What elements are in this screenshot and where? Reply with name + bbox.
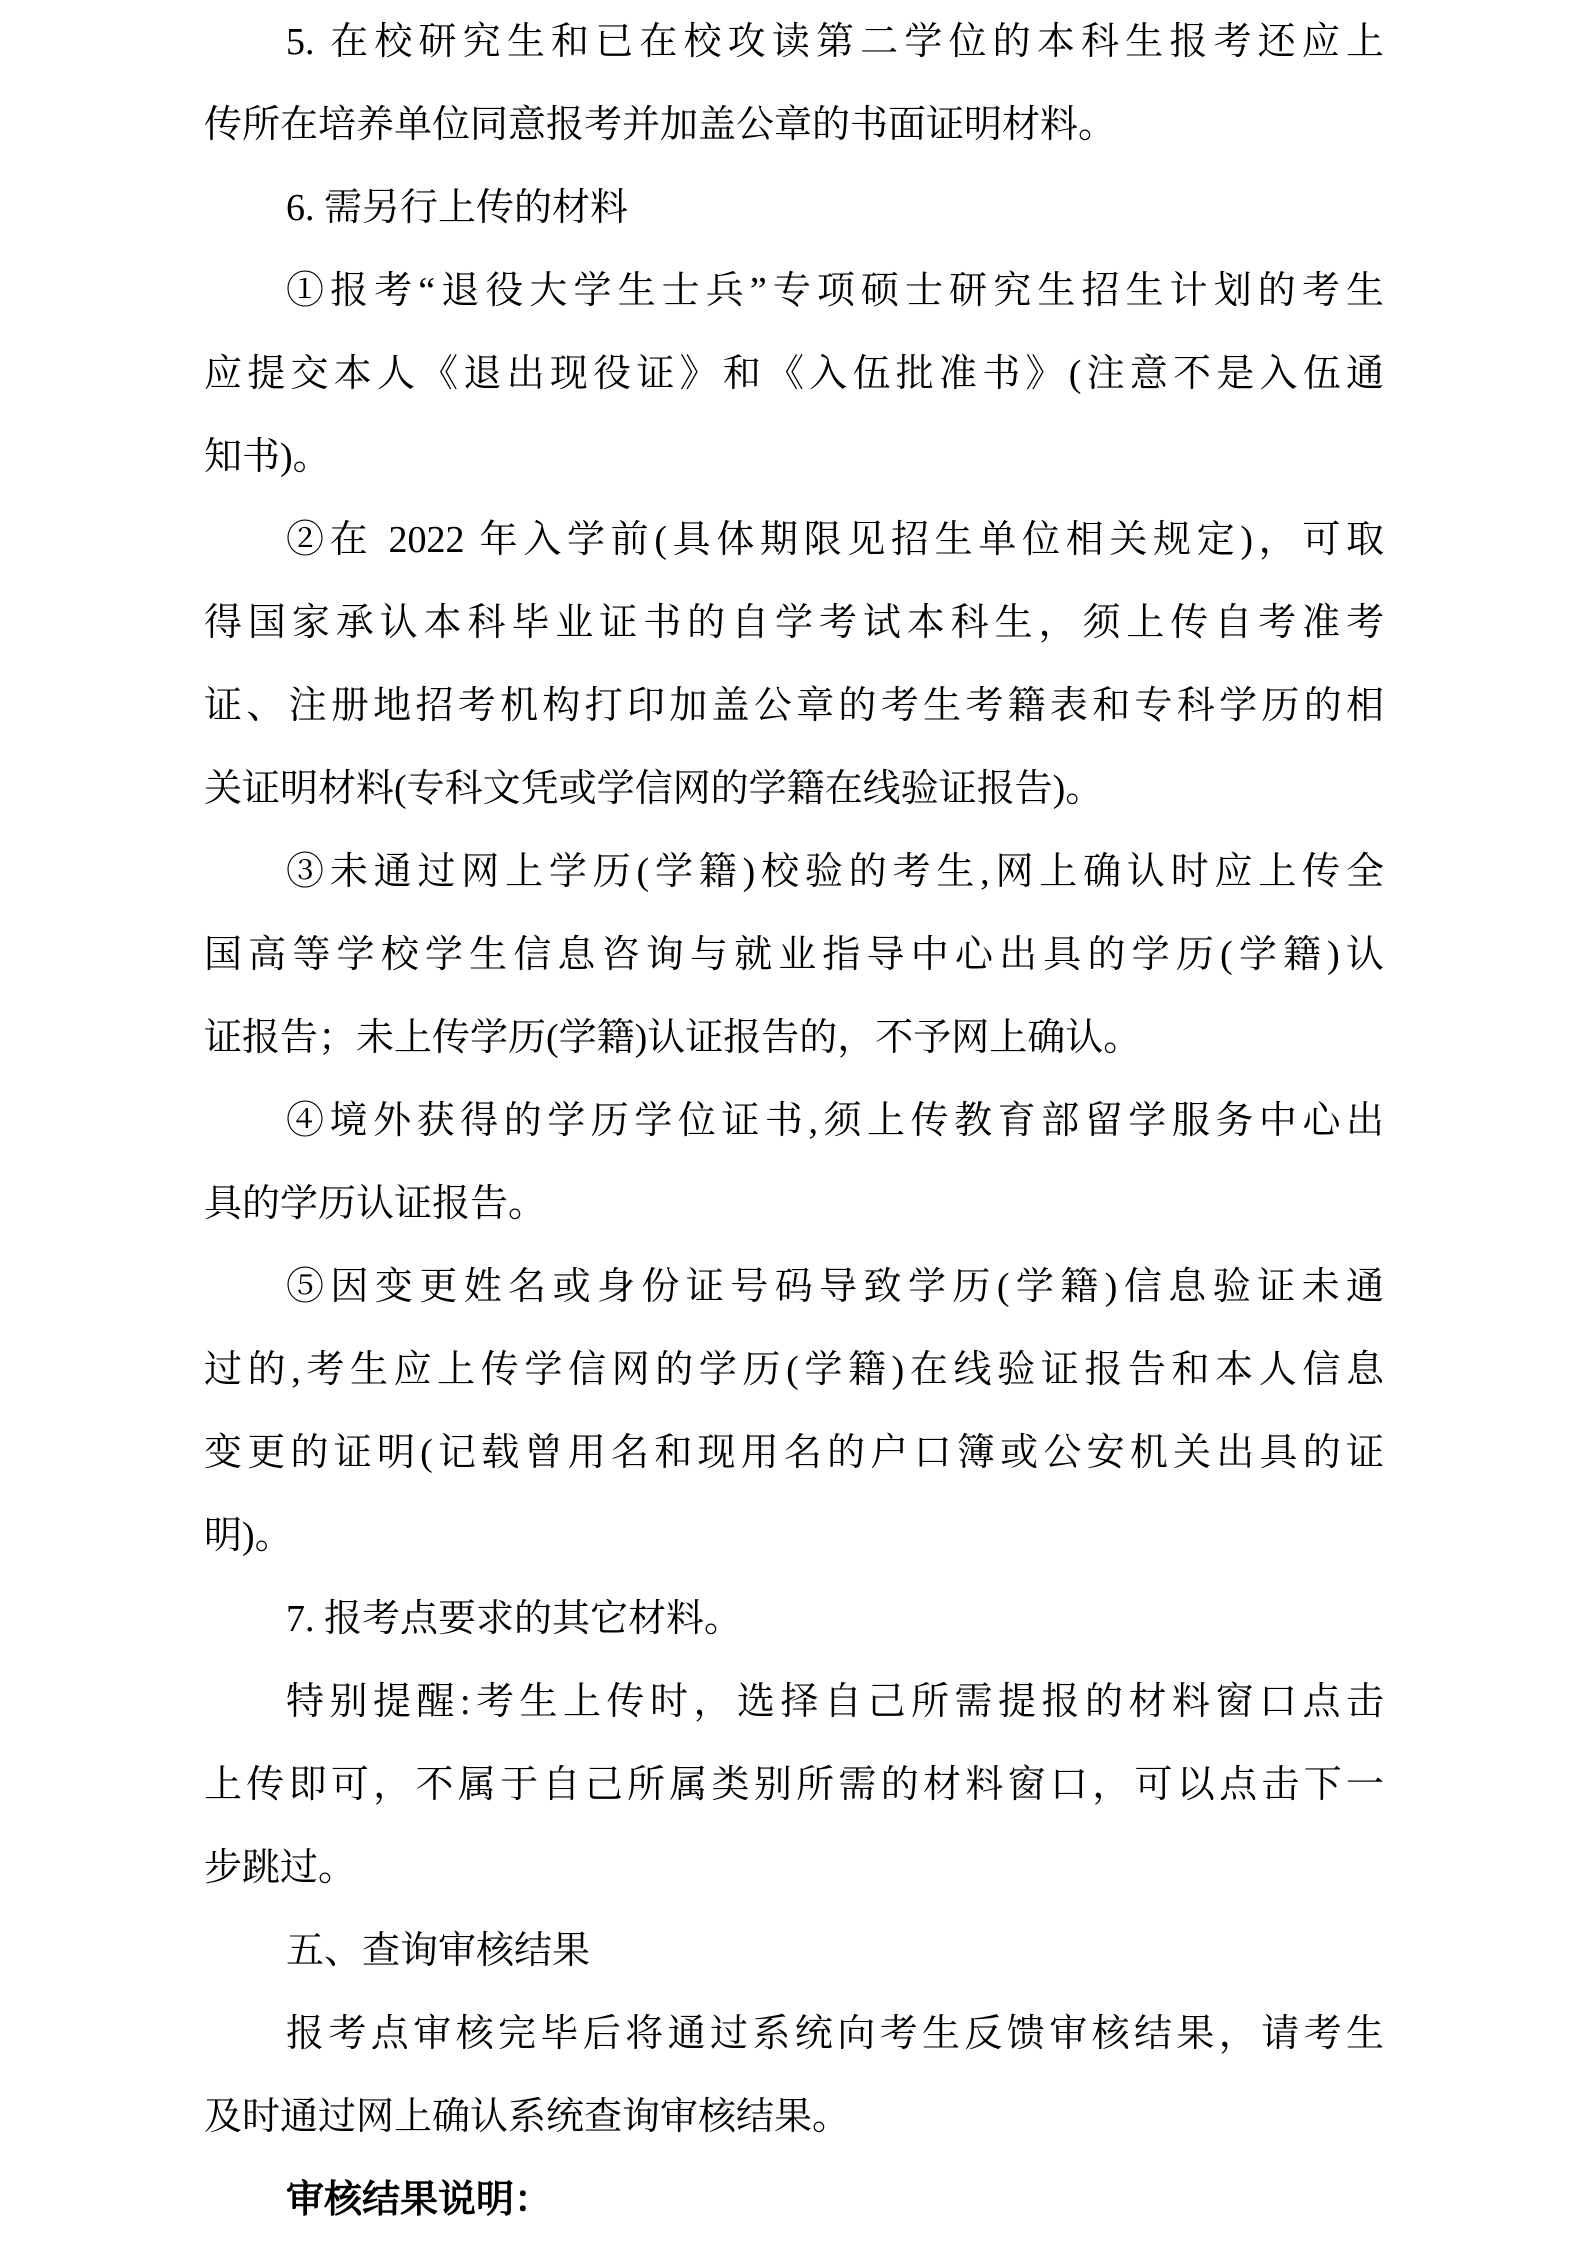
text-line: 及时通过网上确认系统查询审核结果。: [204, 2096, 851, 2138]
text-line: 特别提醒:考生上传时，选择自己所需提报的材料窗口点击: [286, 1681, 1384, 1723]
text-line: 得国家承认本科毕业证书的自学考试本科生，须上传自考准考: [204, 602, 1384, 644]
text-line: 5. 在校研究生和已在校攻读第二学位的本科生报考还应上: [286, 21, 1384, 63]
text-line: 应提交本人《退出现役证》和《入伍批准书》(注意不是入伍通: [204, 353, 1384, 395]
text-line: 步跳过。: [204, 1847, 357, 1889]
text-line: 审核结果说明：: [286, 2179, 553, 2221]
text-line: ②在 2022 年入学前(具体期限见招生单位相关规定)，可取: [286, 519, 1384, 561]
text-line: 知书)。: [204, 436, 331, 478]
text-line: 证报告；未上传学历(学籍)认证报告的，不予网上确认。: [204, 1017, 1142, 1059]
text-line: 变更的证明(记载曾用名和现用名的户口簿或公安机关出具的证: [204, 1432, 1384, 1474]
text-line: 报考点审核完毕后将通过系统向考生反馈审核结果，请考生: [286, 2013, 1384, 2055]
document-text-block: [204, 1, 1384, 2242]
text-line: 上传即可，不属于自己所属类别所需的材料窗口，可以点击下一: [204, 1764, 1384, 1806]
text-line: 6. 需另行上传的材料: [286, 187, 629, 229]
text-line: 明)。: [204, 1515, 293, 1557]
text-line: 关证明材料(专科文凭或学信网的学籍在线验证报告)。: [204, 768, 1104, 810]
text-line: ①报考“退役大学生士兵”专项硕士研究生招生计划的考生: [286, 270, 1384, 312]
text-line: 五、查询审核结果: [286, 1930, 591, 1972]
text-line: 证、注册地招考机构打印加盖公章的考生考籍表和专科学历的相: [204, 685, 1384, 727]
text-line: ④境外获得的学历学位证书,须上传教育部留学服务中心出: [286, 1100, 1384, 1142]
text-line: 传所在培养单位同意报考并加盖公章的书面证明材料。: [204, 104, 1117, 146]
text-line: ③未通过网上学历(学籍)校验的考生,网上确认时应上传全: [286, 851, 1384, 893]
text-line: 具的学历认证报告。: [204, 1183, 547, 1225]
text-line: ⑤因变更姓名或身份证号码导致学历(学籍)信息验证未通: [286, 1266, 1384, 1308]
text-line: 国高等学校学生信息咨询与就业指导中心出具的学历(学籍)认: [204, 934, 1384, 976]
text-line: 过的,考生应上传学信网的学历(学籍)在线验证报告和本人信息: [204, 1349, 1384, 1391]
text-line: 7. 报考点要求的其它材料。: [286, 1598, 743, 1640]
